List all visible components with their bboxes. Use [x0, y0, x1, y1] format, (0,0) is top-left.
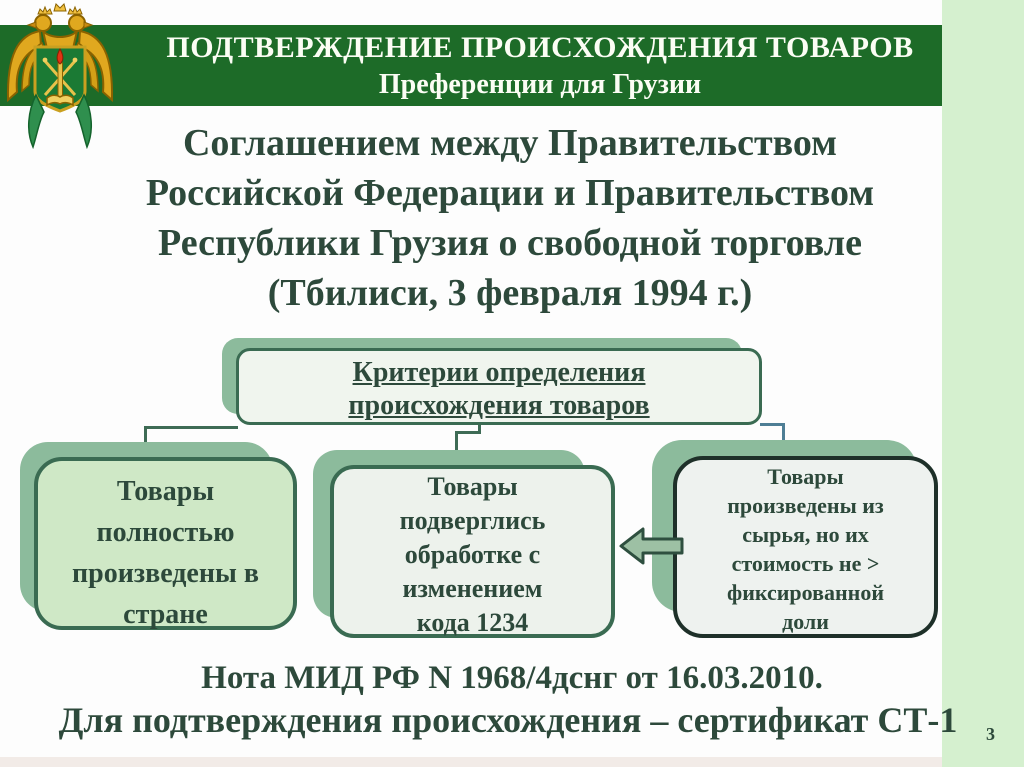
flowchart-root-box — [236, 348, 762, 425]
root-box-line: происхождения товаров — [348, 390, 650, 421]
title-banner-text — [140, 25, 940, 106]
box-line: произведены из — [727, 493, 884, 518]
box-line: сырья, но их — [742, 522, 869, 547]
page-number: 3 — [986, 724, 995, 744]
right-sidebar — [942, 0, 1024, 767]
title-banner — [0, 25, 942, 106]
box-line: фиксированной — [726, 580, 885, 605]
box-line: Товары — [767, 464, 844, 489]
footer-certificate: Для подтверждения происхождения – сертификат СТ-1 — [58, 700, 958, 740]
flowchart-box-wholly-produced — [34, 457, 297, 630]
connector-left-horizontal — [144, 426, 238, 429]
slide-subtitle: Преференции для Грузии — [378, 69, 702, 100]
connector-center-vertical — [455, 431, 458, 452]
box-line: стоимость не > — [731, 551, 880, 576]
box-line: обработке с — [404, 540, 541, 569]
intro-line: Соглашением между Правительством — [182, 122, 838, 164]
intro-paragraph — [70, 118, 950, 318]
root-box-line: Критерии определения — [352, 357, 646, 388]
intro-line: Республики Грузия о свободной торговле — [158, 222, 862, 264]
intro-line: (Тбилиси, 3 февраля 1994 г.) — [267, 272, 753, 314]
box-line: Товары — [116, 476, 215, 507]
left-arrow-icon — [619, 526, 685, 566]
box-line: стране — [123, 599, 208, 630]
box-line: доли — [782, 609, 829, 634]
box-line: произведены в — [72, 558, 259, 589]
box-line: Товары — [427, 472, 518, 501]
flowchart-box-processed-code-change — [330, 465, 615, 638]
connector-center-horizontal — [455, 431, 481, 434]
box-line: изменением — [402, 574, 543, 603]
box-line: полностью — [96, 517, 235, 548]
box-line: кода 1234 — [416, 608, 529, 637]
footer-note: Нота МИД РФ N 1968/4дснг от 16.03.2010. — [201, 660, 823, 696]
bottom-strip — [0, 757, 942, 767]
box-line: подверглись — [399, 506, 546, 535]
flowchart-box-raw-materials-share — [673, 456, 938, 638]
intro-line: Российской Федерации и Правительством — [145, 172, 875, 214]
slide-title: ПОДТВЕРЖДЕНИЕ ПРОИСХОЖДЕНИЯ ТОВАРОВ — [166, 31, 914, 64]
